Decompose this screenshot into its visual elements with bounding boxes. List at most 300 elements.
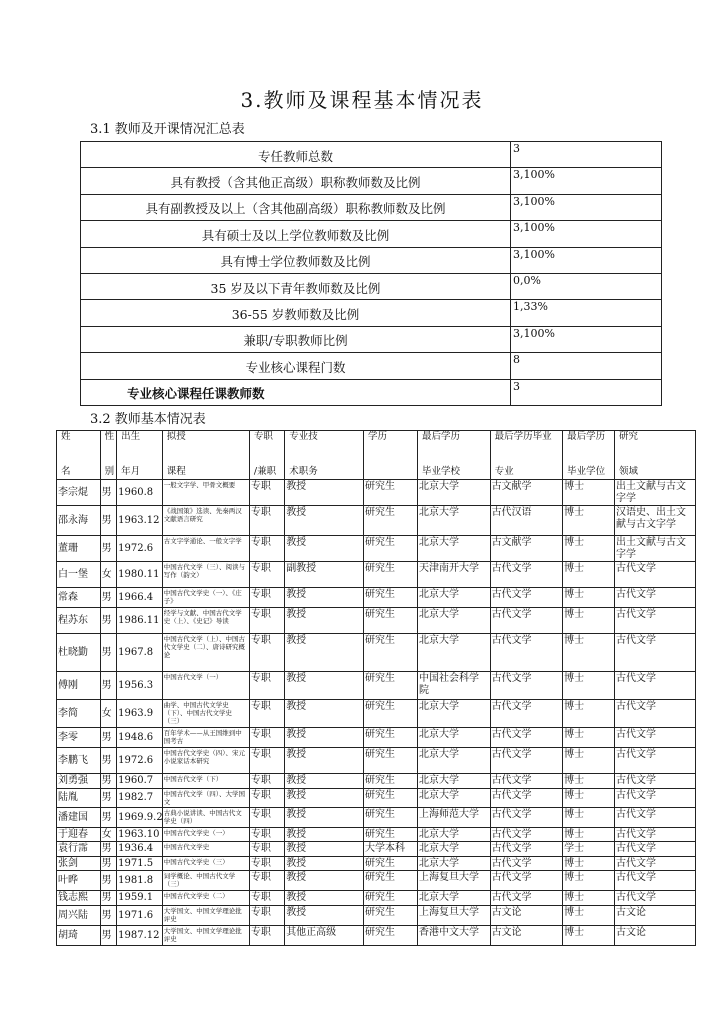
header-cell [57,431,101,480]
header-line-1: 最后学历 [421,431,460,442]
teacher-edu: 研究生 [364,827,418,842]
teacher-name: 于迎春 [57,827,101,842]
teacher-type: 专职 [249,562,284,588]
teacher-school: 北京大学 [417,827,490,842]
teacher-birth: 1969.9.2 [117,807,163,827]
teacher-name: 杜晓勤 [57,634,101,672]
teacher-type: 专职 [249,788,284,807]
teacher-name: 袁行霈 [57,842,101,857]
summary-row [81,194,662,220]
teacher-row [57,748,696,774]
header-line-2: 领域 [619,466,639,478]
summary-value: 0,0% [511,273,662,299]
teacher-edu: 研究生 [364,856,418,871]
teacher-course: 中国古代文学史（一）、《庄子》 [162,588,249,608]
teacher-name: 周兴陆 [57,905,101,925]
teacher-school: 北京大学 [417,634,490,672]
teacher-title: 教授 [285,905,364,925]
summary-row [81,273,662,299]
teacher-degree: 博士 [563,536,615,562]
teacher-row [57,634,696,672]
header-line-1: 专业技 [289,431,318,442]
header-cell [615,431,696,480]
header-label [365,432,416,478]
section-heading-summary: 3.1 教师及开课情况汇总表 [90,122,245,137]
header-line-2: 名 [61,466,71,478]
teacher-edu: 研究生 [364,672,418,700]
teacher-field: 古代文学 [615,856,696,871]
teacher-birth: 1972.6 [117,536,163,562]
teacher-course: 中国古代文学史 [162,842,249,857]
header-line-2: 毕业学位 [567,466,606,478]
teacher-degree: 博士 [563,608,615,634]
summary-row [81,379,662,405]
teacher-type: 专职 [249,827,284,842]
teacher-field: 古文论 [615,905,696,925]
teacher-edu: 研究生 [364,588,418,608]
teacher-birth: 1966.4 [117,588,163,608]
teacher-school: 天津南开大学 [417,562,490,588]
teacher-name: 陆胤 [57,788,101,807]
teacher-field: 古代文学 [615,827,696,842]
header-label [564,432,613,478]
header-cell [249,431,284,480]
teacher-field: 古代文学 [615,871,696,891]
teacher-major: 古代文学 [490,748,563,774]
teacher-degree: 博士 [563,871,615,891]
summary-value: 3 [511,142,662,168]
header-cell [490,431,563,480]
teacher-type: 专职 [249,672,284,700]
header-label [419,432,489,478]
teacher-school: 北京大学 [417,728,490,748]
teacher-row [57,536,696,562]
teacher-degree: 博士 [563,891,615,906]
teacher-title: 教授 [285,728,364,748]
header-line-1: 姓 [61,431,71,442]
summary-label: 专业核心课程任课教师数 [81,379,511,405]
teacher-major: 古代文学 [490,634,563,672]
teacher-type: 专职 [249,588,284,608]
header-line-1: 学历 [368,431,388,442]
teacher-edu: 研究生 [364,807,418,827]
teacher-title: 教授 [285,634,364,672]
teacher-sex: 男 [100,856,117,871]
teacher-sex: 女 [100,562,117,588]
summary-row [81,353,662,379]
teacher-name: 邵永海 [57,506,101,536]
summary-row [81,221,662,247]
teacher-row [57,774,696,789]
summary-row [81,326,662,352]
teacher-type: 专职 [249,905,284,925]
teacher-birth: 1960.8 [117,480,163,506]
header-line-2: 别 [104,466,115,478]
teacher-course: 中国古代文学史（一） [162,827,249,842]
teacher-course: 中国古代文学（上）、中国古代文学史（二）、唐诗研究概论 [162,634,249,672]
teacher-edu: 研究生 [364,634,418,672]
teacher-name: 李宗焜 [57,480,101,506]
teacher-edu: 研究生 [364,788,418,807]
teacher-course: 中国古代文学（四）、大学国文 [162,788,249,807]
summary-value: 3,100% [511,247,662,273]
summary-row [81,247,662,273]
summary-label: 具有副教授及以上（含其他副高级）职称教师数及比例 [81,194,511,220]
teacher-title: 教授 [285,748,364,774]
summary-value: 3 [511,379,662,405]
teacher-field: 古代文学 [615,774,696,789]
header-line-2: 毕业学校 [421,466,460,478]
header-cell [417,431,490,480]
teacher-degree: 博士 [563,700,615,728]
teacher-row [57,788,696,807]
teacher-edu: 研究生 [364,728,418,748]
teacher-type: 专职 [249,634,284,672]
teacher-sex: 男 [100,891,117,906]
teacher-field: 古文论 [615,925,696,945]
teacher-sex: 男 [100,536,117,562]
section-heading-teachers: 3.2 教师基本情况表 [90,412,206,427]
summary-row [81,168,662,194]
teacher-name: 李简 [57,700,101,728]
teacher-type: 专职 [249,536,284,562]
teacher-title: 教授 [285,856,364,871]
teacher-field: 古代文学 [615,634,696,672]
teacher-degree: 博士 [563,925,615,945]
teacher-major: 古代文学 [490,788,563,807]
teacher-name: 李鹏飞 [57,748,101,774]
teacher-type: 专职 [249,700,284,728]
teacher-title: 教授 [285,774,364,789]
header-line-2: /兼职 [253,466,277,478]
teacher-edu: 研究生 [364,562,418,588]
header-line-2: 术职务 [289,466,318,478]
teacher-birth: 1959.1 [117,891,163,906]
header-cell [364,431,418,480]
teacher-school: 上海复旦大学 [417,871,490,891]
teacher-type: 专职 [249,728,284,748]
teacher-row [57,871,696,891]
teacher-degree: 博士 [563,827,615,842]
header-cell [100,431,117,480]
teacher-sex: 男 [100,506,117,536]
teacher-major: 古文献学 [490,536,563,562]
teacher-sex: 男 [100,925,117,945]
teacher-title: 教授 [285,608,364,634]
summary-label: 35 岁及以下青年教师数及比例 [81,273,511,299]
summary-value: 1,33% [511,300,662,326]
teacher-edu: 研究生 [364,905,418,925]
teacher-course: 《战国策》选读、先秦两汉文献语言研究 [162,506,249,536]
teacher-sex: 男 [100,788,117,807]
teacher-sex: 男 [100,774,117,789]
teacher-sex: 女 [100,700,117,728]
teacher-school: 北京大学 [417,480,490,506]
teacher-birth: 1967.8 [117,634,163,672]
summary-row [81,142,662,168]
teacher-school: 上海复旦大学 [417,905,490,925]
teacher-course: 经学与文献、中国古代文学史（上）、《史记》导读 [162,608,249,634]
teacher-name: 白一堡 [57,562,101,588]
teacher-row [57,608,696,634]
summary-label: 专业核心课程门数 [81,353,511,379]
teacher-type: 专职 [249,842,284,857]
teacher-major: 古代文学 [490,562,563,588]
teacher-degree: 博士 [563,788,615,807]
header-line-2: 年月 [121,466,141,478]
teacher-school: 北京大学 [417,774,490,789]
teacher-degree: 博士 [563,905,615,925]
teacher-row [57,588,696,608]
teacher-row [57,506,696,536]
teacher-name: 钱志熙 [57,891,101,906]
teacher-edu: 研究生 [364,700,418,728]
teacher-birth: 1948.6 [117,728,163,748]
teacher-birth: 1971.6 [117,905,163,925]
header-cell [162,431,249,480]
teacher-field: 古代文学 [615,807,696,827]
teacher-title: 教授 [285,536,364,562]
teacher-type: 专职 [249,506,284,536]
teacher-major: 古代文学 [490,827,563,842]
header-label [118,432,161,478]
teacher-row [57,672,696,700]
teacher-birth: 1936.4 [117,842,163,857]
teacher-title: 教授 [285,700,364,728]
teacher-sex: 男 [100,634,117,672]
teacher-degree: 博士 [563,856,615,871]
teacher-major: 古代文学 [490,774,563,789]
teacher-degree: 学士 [563,842,615,857]
teacher-edu: 研究生 [364,925,418,945]
teacher-birth: 1963.9 [117,700,163,728]
teacher-row [57,807,696,827]
teacher-name: 李零 [57,728,101,748]
teacher-name: 程苏东 [57,608,101,634]
teacher-title: 副教授 [285,562,364,588]
teacher-course: 大学国文、中国文学理论批评史 [162,905,249,925]
teacher-title: 教授 [285,807,364,827]
teacher-degree: 博士 [563,634,615,672]
summary-value: 8 [511,353,662,379]
teacher-degree: 博士 [563,588,615,608]
teacher-birth: 1986.11 [117,608,163,634]
teacher-edu: 研究生 [364,506,418,536]
teacher-school: 北京大学 [417,608,490,634]
teacher-sex: 男 [100,672,117,700]
teacher-field: 古代文学 [615,608,696,634]
teacher-title: 教授 [285,891,364,906]
teacher-name: 潘建国 [57,807,101,827]
teacher-major: 古代文学 [490,842,563,857]
header-label [58,432,99,478]
teacher-edu: 研究生 [364,480,418,506]
teacher-name: 常森 [57,588,101,608]
header-cell [117,431,163,480]
teacher-field: 出土文献与古文字学 [615,480,696,506]
teacher-title: 教授 [285,588,364,608]
header-label [286,432,362,478]
teacher-edu: 大学本科 [364,842,418,857]
teacher-school: 北京大学 [417,788,490,807]
teacher-title: 教授 [285,842,364,857]
teacher-sex: 男 [100,480,117,506]
summary-table [80,141,662,406]
teacher-major: 古代汉语 [490,506,563,536]
header-label [616,432,694,478]
summary-label: 具有博士学位教师数及比例 [81,247,511,273]
header-line-1: 最后学历毕业 [494,431,552,442]
teacher-course: 古文字学通论、一般文字学 [162,536,249,562]
teacher-birth: 1981.8 [117,871,163,891]
teacher-degree: 博士 [563,728,615,748]
summary-row [81,300,662,326]
teacher-title: 教授 [285,506,364,536]
teacher-type: 专职 [249,925,284,945]
teacher-school: 北京大学 [417,842,490,857]
teacher-type: 专职 [249,608,284,634]
teacher-major: 古代文学 [490,891,563,906]
teacher-field: 出土文献与古文字学 [615,536,696,562]
teacher-edu: 研究生 [364,536,418,562]
teacher-school: 北京大学 [417,506,490,536]
teacher-field: 古代文学 [615,588,696,608]
teacher-sex: 男 [100,748,117,774]
teacher-birth: 1963.10 [117,827,163,842]
teacher-edu: 研究生 [364,891,418,906]
teacher-row [57,905,696,925]
teacher-birth: 1963.12 [117,506,163,536]
teacher-school: 上海师范大学 [417,807,490,827]
teacher-sex: 男 [100,807,117,827]
summary-label: 具有教授（含其他正高级）职称教师数及比例 [81,168,511,194]
teacher-title: 教授 [285,788,364,807]
summary-label: 具有硕士及以上学位教师数及比例 [81,221,511,247]
header-line-1: 性 [104,431,115,442]
summary-value: 3,100% [511,168,662,194]
teacher-row [57,827,696,842]
teacher-type: 专职 [249,807,284,827]
teacher-sex: 男 [100,608,117,634]
teacher-school: 北京大学 [417,700,490,728]
teacher-field: 古代文学 [615,562,696,588]
teacher-course: 中国古代文学（三）、阅读与写作（韵文） [162,562,249,588]
teacher-birth: 1971.5 [117,856,163,871]
teacher-title: 教授 [285,827,364,842]
teacher-field: 汉语史、出土文献与古文字学 [615,506,696,536]
teacher-birth: 1956.3 [117,672,163,700]
teacher-sex: 男 [100,905,117,925]
page-title: 3.教师及课程基本情况表 [240,88,484,112]
teacher-major: 古代文学 [490,807,563,827]
teacher-field: 古代文学 [615,891,696,906]
teacher-sex: 女 [100,827,117,842]
teacher-type: 专职 [249,891,284,906]
header-cell [285,431,364,480]
teacher-type: 专职 [249,748,284,774]
teacher-sex: 男 [100,871,117,891]
teacher-course: 词学概论、中国古代文学（三） [162,871,249,891]
teacher-course: 中国古代文学（下） [162,774,249,789]
teacher-sex: 男 [100,728,117,748]
teacher-edu: 研究生 [364,871,418,891]
teacher-degree: 博士 [563,748,615,774]
teacher-school: 北京大学 [417,536,490,562]
teacher-course: 曲学、中国古代文学史（下）、中国古代文学史（三） [162,700,249,728]
teacher-school: 北京大学 [417,588,490,608]
teacher-school: 北京大学 [417,856,490,871]
summary-value: 3,100% [511,221,662,247]
teacher-field: 古代文学 [615,728,696,748]
teacher-birth: 1960.7 [117,774,163,789]
summary-label: 专任教师总数 [81,142,511,168]
teacher-degree: 博士 [563,480,615,506]
teacher-row [57,480,696,506]
teacher-course: 大学国文、中国文学理论批评史 [162,925,249,945]
teacher-birth: 1980.11 [117,562,163,588]
summary-label: 兼职/专职教师比例 [81,326,511,352]
teacher-title: 教授 [285,480,364,506]
teacher-title: 教授 [285,672,364,700]
teacher-field: 古代文学 [615,842,696,857]
teacher-row [57,562,696,588]
header-label [102,432,116,478]
teacher-degree: 博士 [563,562,615,588]
teacher-major: 古文献学 [490,480,563,506]
header-line-2: 专业 [494,466,514,478]
header-line-1: 研究 [619,431,639,442]
teacher-type: 专职 [249,871,284,891]
teacher-table [56,430,696,946]
teacher-birth: 1972.6 [117,748,163,774]
summary-value: 3,100% [511,194,662,220]
teacher-major: 古代文学 [490,588,563,608]
teacher-birth: 1982.7 [117,788,163,807]
teacher-major: 古代文学 [490,700,563,728]
teacher-school: 中国社会科学院 [417,672,490,700]
teacher-sex: 男 [100,588,117,608]
teacher-name: 傅刚 [57,672,101,700]
teacher-school: 北京大学 [417,748,490,774]
teacher-row [57,856,696,871]
header-line-1: 出生 [121,431,141,442]
teacher-edu: 研究生 [364,774,418,789]
header-line-2: 课程 [166,466,186,478]
teacher-type: 专职 [249,480,284,506]
header-label [492,432,562,478]
teacher-course: 一般文字学、甲骨文概要 [162,480,249,506]
teacher-field: 古代文学 [615,788,696,807]
teacher-major: 古文论 [490,905,563,925]
teacher-field: 古代文学 [615,672,696,700]
teacher-title: 教授 [285,871,364,891]
teacher-major: 古代文学 [490,608,563,634]
teacher-type: 专职 [249,774,284,789]
teacher-degree: 博士 [563,807,615,827]
teacher-row [57,728,696,748]
teacher-name: 刘勇强 [57,774,101,789]
teacher-major: 古代文学 [490,728,563,748]
header-label [251,432,283,478]
teacher-name: 张剑 [57,856,101,871]
teacher-degree: 博士 [563,672,615,700]
teacher-title: 其他正高级 [285,925,364,945]
teacher-course: 中国古代文学史（三） [162,856,249,871]
header-line-1: 最后学历 [567,431,606,442]
teacher-major: 古代文学 [490,672,563,700]
teacher-row [57,891,696,906]
teacher-school: 北京大学 [417,891,490,906]
